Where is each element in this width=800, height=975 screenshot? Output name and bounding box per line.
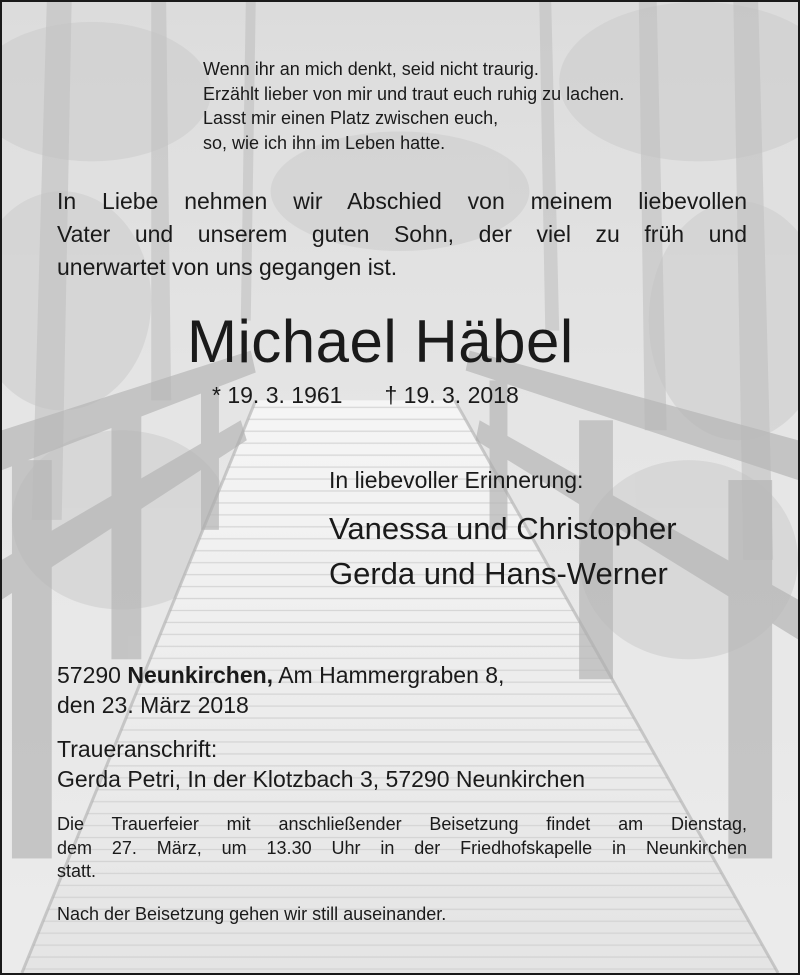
service-line: statt. — [57, 861, 97, 881]
service-line: Die Trauerfeier mit anschließender Beisetzung findet am Dienstag, — [57, 814, 747, 834]
city: Neunkirchen, — [127, 662, 274, 688]
death-date: † 19. 3. 2018 — [384, 382, 519, 408]
poem-line: so, wie ich ihn im Leben hatte. — [203, 132, 446, 153]
life-dates — [212, 382, 519, 410]
sender-address — [57, 660, 504, 720]
poem — [203, 57, 624, 155]
poem-line: Erzählt lieber von mir und traut euch ruhig zu lachen. — [203, 83, 625, 104]
intro-line: unerwartet von uns gegangen ist. — [57, 254, 398, 280]
farewell-intro — [57, 185, 747, 284]
mourning-address — [57, 734, 585, 794]
mourning-address-value: Gerda Petri, In der Klotzbach 3, 57290 Neunkirchen — [57, 766, 586, 792]
deceased-name: Michael Häbel — [187, 308, 574, 375]
intro-line: Vater und unserem guten Sohn, der viel zu früh und — [57, 221, 747, 247]
street: Am Hammergraben 8, — [278, 662, 505, 688]
service-line: dem 27. März, um 13.30 Uhr in der Friedhofskapelle in Neunkirchen — [57, 837, 747, 858]
intro-line: In Liebe nehmen wir Abschied von meinem liebevollen — [57, 188, 747, 214]
mourning-address-label: Traueranschrift: — [57, 736, 218, 762]
postal-code: 57290 — [57, 662, 121, 688]
memory-heading: In liebevoller Erinnerung: — [329, 467, 584, 493]
poem-line: Wenn ihr an mich denkt, seid nicht traurig. — [203, 59, 539, 79]
birth-date: * 19. 3. 1961 — [212, 382, 343, 408]
notice-date: den 23. März 2018 — [57, 692, 249, 718]
mourners-line-1: Vanessa und Christopher — [329, 511, 677, 546]
poem-line: Lasst mir einen Platz zwischen euch, — [203, 108, 499, 128]
closing-note: Nach der Beisetzung gehen wir still auseinander. — [57, 904, 447, 924]
mourners-line-2: Gerda und Hans-Werner — [329, 556, 668, 591]
funeral-service-info — [57, 813, 747, 884]
